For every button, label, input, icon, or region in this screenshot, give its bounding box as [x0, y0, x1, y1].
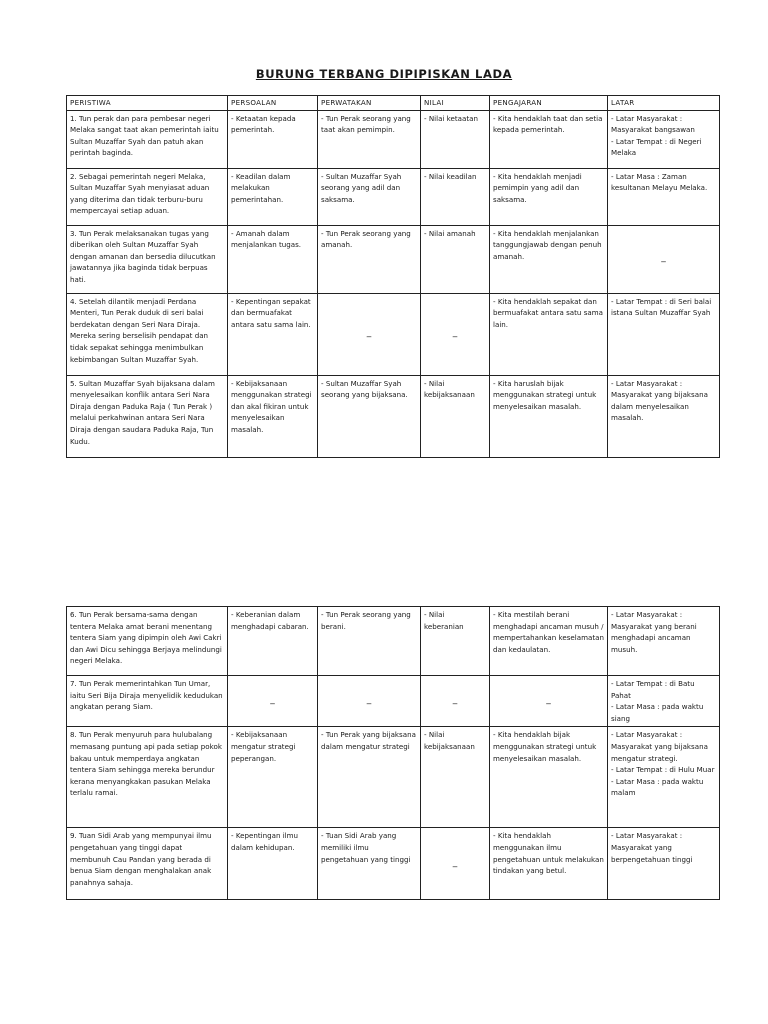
cell-latar: - Latar Masa : Zaman kesultanan Melayu Melaka.: [608, 168, 720, 225]
cell-pengajaran: - Kita hendaklah sepakat dan bermuafakat antara satu sama lain.: [490, 293, 608, 375]
header-peristiwa: PERISTIWA: [67, 96, 228, 111]
cell-perwatakan: - Tuan Sidi Arab yang memiliki ilmu pengetahuan yang tinggi: [318, 828, 421, 900]
cell-persoalan: - Ketaatan kepada pemerintah.: [228, 110, 318, 168]
cell-pengajaran: - Kita hendaklah menjadi pemimpin yang adil dan saksama.: [490, 168, 608, 225]
table-row: [67, 375, 720, 457]
table-row: [67, 225, 720, 293]
cell-peristiwa: 6. Tun Perak bersama-sama dengan tentera Melaka amat berani menentang tentera Siam yang dipimpin oleh Awi Cakri dan Awi Dicu sehingga Berjaya melindungi negeri Melaka.: [67, 607, 228, 676]
table-row: [67, 607, 720, 676]
header-pengajaran: PENGAJARAN: [490, 96, 608, 111]
cell-perwatakan-empty: _: [318, 676, 421, 727]
cell-nilai: - Nilai keberanian: [421, 607, 490, 676]
table-row: [67, 676, 720, 727]
cell-perwatakan: - Tun Perak yang bijaksana dalam mengatur strategi: [318, 727, 421, 828]
cell-pengajaran: - Kita haruslah bijak menggunakan strategi untuk menyelesaikan masalah.: [490, 375, 608, 457]
document-title: BURUNG TERBANG DIPIPISKAN LADA: [255, 67, 513, 81]
cell-persoalan: - Kebijaksanaan mengatur strategi peperangan.: [228, 727, 318, 828]
table-row: [67, 828, 720, 900]
cell-latar-empty: _: [608, 225, 720, 293]
cell-latar: - Latar Masyarakat : Masyarakat yang bijaksana mengatur strategi. - Latar Tempat : di Hulu Muar - Latar Masa : pada waktu malam: [608, 727, 720, 828]
cell-persoalan: - Amanah dalam menjalankan tugas.: [228, 225, 318, 293]
header-nilai: NILAI: [421, 96, 490, 111]
table-row: [67, 168, 720, 225]
cell-peristiwa: 7. Tun Perak memerintahkan Tun Umar, iaitu Seri Bija Diraja menyelidik kedudukan angkatan perang Siam.: [67, 676, 228, 727]
table-row: [67, 110, 720, 168]
table-row: [67, 293, 720, 375]
header-persoalan: PERSOALAN: [228, 96, 318, 111]
table-header-row: [67, 96, 720, 111]
cell-nilai: - Nilai ketaatan: [421, 110, 490, 168]
cell-persoalan: - Kepentingan ilmu dalam kehidupan.: [228, 828, 318, 900]
cell-latar: - Latar Tempat : di Seri balai istana Sultan Muzaffar Syah: [608, 293, 720, 375]
cell-peristiwa: 5. Sultan Muzaffar Syah bijaksana dalam menyelesaikan konflik antara Seri Nara Diraja dengan Paduka Raja ( Tun Perak ) melalui perkahwinan antara Seri Nara Diraja dengan saudara Paduka Raja, Tun Kudu.: [67, 375, 228, 457]
cell-pengajaran-empty: _: [490, 676, 608, 727]
cell-nilai-empty: _: [421, 676, 490, 727]
cell-nilai: - Nilai kebijaksanaan: [421, 375, 490, 457]
cell-pengajaran: - Kita hendaklah menggunakan ilmu pengetahuan untuk melakukan tindakan yang betul.: [490, 828, 608, 900]
cell-perwatakan-empty: _: [318, 293, 421, 375]
cell-persoalan: - Keadilan dalam melakukan pemerintahan.: [228, 168, 318, 225]
cell-peristiwa: 1. Tun perak dan para pembesar negeri Melaka sangat taat akan pemerintah iaitu Sultan Muzaffar Syah dan patuh akan perintah baginda.: [67, 110, 228, 168]
cell-peristiwa: 9. Tuan Sidi Arab yang mempunyai ilmu pengetahuan yang tinggi dapat membunuh Cau Pandan yang berada di benua Siam dengan menghalakan anak panahnya sahaja.: [67, 828, 228, 900]
literature-table-part-2: [66, 606, 720, 900]
cell-peristiwa: 2. Sebagai pemerintah negeri Melaka, Sultan Muzaffar Syah menyiasat aduan yang diterima dan tidak terburu-buru mempercayai setiap aduan.: [67, 168, 228, 225]
cell-latar: - Latar Masyarakat : Masyarakat yang berpengetahuan tinggi: [608, 828, 720, 900]
cell-perwatakan: - Tun Perak seorang yang berani.: [318, 607, 421, 676]
cell-latar: - Latar Masyarakat : Masyarakat yang bijaksana dalam menyelesaikan masalah.: [608, 375, 720, 457]
cell-perwatakan: - Tun Perak seorang yang amanah.: [318, 225, 421, 293]
cell-nilai: - Nilai keadilan: [421, 168, 490, 225]
cell-perwatakan: - Tun Perak seorang yang taat akan pemimpin.: [318, 110, 421, 168]
cell-peristiwa: 8. Tun Perak menyuruh para hulubalang memasang puntung api pada setiap pokok bakau untuk memperdaya angkatan tentera Siam sehingga mereka berundur kerana menyangkakan pasukan Melaka terlalu ramai.: [67, 727, 228, 828]
literature-table-part-1: [66, 95, 720, 458]
cell-latar: - Latar Masyarakat : Masyarakat bangsawan - Latar Tempat : di Negeri Melaka: [608, 110, 720, 168]
cell-nilai-empty: _: [421, 828, 490, 900]
cell-peristiwa: 4. Setelah dilantik menjadi Perdana Menteri, Tun Perak duduk di seri balai berdekatan dengan Seri Nara Diraja. Mereka sering berselisih pendapat dan tidak sepakat sehingga menimbulkan kebimbangan Sultan Muzaffar Syah.: [67, 293, 228, 375]
cell-persoalan: - Kepentingan sepakat dan bermuafakat antara satu sama lain.: [228, 293, 318, 375]
cell-persoalan-empty: _: [228, 676, 318, 727]
cell-pengajaran: - Kita mestilah berani menghadapi ancaman musuh / mempertahankan keselamatan dan kedaulatan.: [490, 607, 608, 676]
cell-nilai-empty: _: [421, 293, 490, 375]
cell-pengajaran: - Kita hendaklah taat dan setia kepada pemerintah.: [490, 110, 608, 168]
cell-latar: - Latar Tempat : di Batu Pahat - Latar Masa : pada waktu siang: [608, 676, 720, 727]
header-latar: LATAR: [608, 96, 720, 111]
cell-persoalan: - Kebijaksanaan menggunakan strategi dan akal fikiran untuk menyelesaikan masalah.: [228, 375, 318, 457]
header-perwatakan: PERWATAKAN: [318, 96, 421, 111]
cell-latar: - Latar Masyarakat : Masyarakat yang berani menghadapi ancaman musuh.: [608, 607, 720, 676]
cell-nilai: - Nilai kebijaksanaan: [421, 727, 490, 828]
cell-peristiwa: 3. Tun Perak melaksanakan tugas yang diberikan oleh Sultan Muzaffar Syah dengan amanan dan bersedia dilucutkan jawatannya jika baginda tidak berpuas hati.: [67, 225, 228, 293]
cell-pengajaran: - Kita hendaklah bijak menggunakan strategi untuk menyelesaikan masalah.: [490, 727, 608, 828]
cell-perwatakan: - Sultan Muzaffar Syah seorang yang bijaksana.: [318, 375, 421, 457]
cell-perwatakan: - Sultan Muzaffar Syah seorang yang adil dan saksama.: [318, 168, 421, 225]
cell-pengajaran: - Kita hendaklah menjalankan tanggungjawab dengan penuh amanah.: [490, 225, 608, 293]
cell-nilai: - Nilai amanah: [421, 225, 490, 293]
table-row: [67, 727, 720, 828]
cell-persoalan: - Keberanian dalam menghadapi cabaran.: [228, 607, 318, 676]
